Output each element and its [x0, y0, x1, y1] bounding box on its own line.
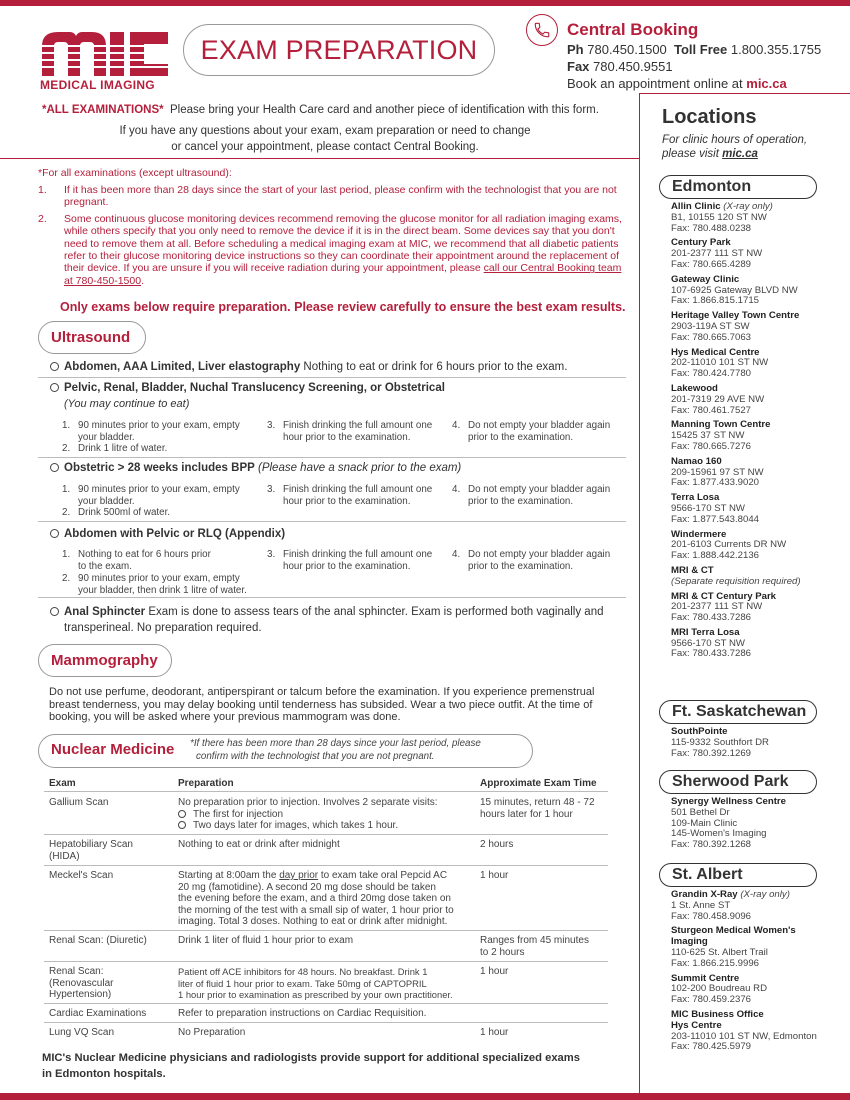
city-st-albert: St. Albert [659, 863, 817, 887]
city-ft-saskatchewan: Ft. Saskatchewan [659, 700, 817, 724]
locations-title: Locations [662, 106, 757, 128]
list-item: 1. If it has been more than 28 days since the start of your last period, please confirm with the technologist that you are not pregnant. [38, 184, 617, 209]
phone-icon [526, 14, 558, 46]
intro-contact: If you have any questions about your exam, exam preparation or need to change or cancel your appointment, please contact Central Booking. [119, 125, 531, 153]
table-cell: Gallium Scan [49, 797, 109, 808]
table-cell: Renal Scan: (Renovascular Hypertension) [49, 966, 114, 1000]
exam-row: Abdomen, AAA Limited, Liver elastography Nothing to eat or drink for 6 hours prior to the exam. [38, 358, 626, 378]
step: 2. Drink 500ml of water. [62, 507, 171, 518]
notes-header: *For all examinations (except ultrasound): [38, 167, 232, 179]
table-cell: Drink 1 liter of fluid 1 hour prior to exam [178, 935, 354, 946]
exam-row: Abdomen with Pelvic or RLQ (Appendix) 1. Nothing to eat for 6 hours prior to the exam. 2. 90 minutes prior to your exam, empty your bladder, then drink 1 litre of water. 3. Finish drinking the full amount one hour prior to the examination. 4. Do not empty your bladder again prior to the examination. [38, 522, 626, 598]
clinic-item: Namao 160 209-15961 97 ST NW Fax: 1.877.433.9020 [671, 455, 764, 489]
clinic-item: Century Park 201-2377 111 ST NW Fax: 780.665.4289 [671, 237, 763, 270]
nuclear-footer-note: MIC's Nuclear Medicine physicians and radiologists provide support for additional specialized exams in Edmonton hospitals. [42, 1052, 580, 1080]
list-item: 2. Some continuous glucose monitoring devices recommend removing the glucose monitor for all radiation imaging exams, while others specify that you only need to remove the device if it is in the direct beam. Some devices say that you don't need to remove them at all. Before scheduling a medical imaging exam at MIC, we recommend that all diabetic patients refer to their glucose monitoring device instructions so they can coordinate their appointment around the replacement of their device. If you are unsure if you will receive radiation during your appointment, please call our Central Booking team at 780-450-1500. [38, 212, 622, 287]
top-accent-bar [0, 0, 850, 6]
clinic-item: Heritage Valley Town Centre 2903-119A ST SW Fax: 780.665.7063 [671, 310, 800, 343]
step: 1. 90 minutes prior to your exam, empty your bladder. [62, 484, 240, 507]
clinic-item: MIC Business Office Hys Centre 203-11010 101 ST NW, Edmonton Fax: 780.425.5979 [671, 1008, 817, 1053]
clinic-item: Synergy Wellness Centre 501 Bethel Dr 109-Main Clinic 145-Women's Imaging Fax: 780.392.1268 [671, 796, 786, 851]
checkbox-circle[interactable] [50, 529, 59, 538]
booking-online: Book an appointment online at mic.ca [567, 76, 787, 91]
table-cell: Starting at 8:00am the day prior to exam take oral Pepcid AC 20 mg (famotidine). A second 20 mg dose should be taken the evening before the exam, and a third 20mg dose taken on the morning of the test with a small sip of water, 1 hour prior to imaging. Total 3 doses. Nothing to eat or drink after midnight. [178, 870, 454, 927]
table-cell: Nothing to eat or drink after midnight [178, 839, 340, 850]
logo-caption: MEDICAL IMAGING [40, 78, 155, 92]
table-cell: 1 hour [480, 870, 509, 881]
col-header-prep: Preparation [178, 778, 234, 789]
clinic-list-sherwood-park [671, 797, 846, 855]
checkbox-circle[interactable] [50, 607, 59, 616]
clinic-list-edmonton [671, 202, 846, 664]
step: 4. Do not empty your bladder again prior to the examination. [452, 420, 611, 443]
table-rule [44, 961, 608, 962]
booking-phones: Ph 780.450.1500 Toll Free 1.800.355.1755 [567, 42, 822, 57]
col-header-time: Approximate Exam Time [480, 778, 597, 789]
clinic-item: MRI & CT Century Park 201-2377 111 ST NW Fax: 780.433.7286 [671, 590, 777, 624]
table-cell: Cardiac Examinations [49, 1008, 147, 1019]
step: 4. Do not empty your bladder again prior to the examination. [452, 549, 611, 572]
prep-warning: Only exams below require preparation. Please review carefully to ensure the best exam results. [60, 300, 626, 314]
checkbox-circle[interactable] [50, 362, 59, 371]
locations-note: For clinic hours of operation, please visit mic.ca [662, 134, 808, 160]
step: 2. 90 minutes prior to your exam, empty your bladder, then drink 1 litre of water. [62, 573, 247, 596]
table-cell: 1 hour [480, 1027, 509, 1038]
clinic-list-ft-saskatchewan [671, 727, 846, 763]
mammography-heading: Mammography [38, 644, 172, 677]
clinic-item: Windermere 201-6103 Currents DR NW Fax: 1.888.442.2136 [671, 528, 787, 562]
clinic-item: MRI Terra Losa 9566-170 ST NW Fax: 780.433.7286 [671, 626, 752, 660]
step: 4. Do not empty your bladder again prior to the examination. [452, 484, 611, 507]
step: 3. Finish drinking the full amount one hour prior to the examination. [267, 549, 433, 572]
table-cell: 15 minutes, return 48 - 72 hours later for 1 hour [480, 797, 595, 820]
booking-fax: Fax 780.450.9551 [567, 59, 673, 74]
step: 3. Finish drinking the full amount one hour prior to the examination. [267, 420, 433, 443]
clinic-item: MRI & CT (Separate requisition required) [671, 564, 801, 587]
exam-row: Pelvic, Renal, Bladder, Nuchal Translucency Screening, or Obstetrical (You may continue to eat) 1. 90 minutes prior to your exam, empty your bladder. 2. Drink 1 litre of water. 3. Finish drinking the full amount one hour prior to the examination. 4. Do not empty your bladder again prior to the examination. [38, 378, 626, 458]
booking-team-link[interactable]: call our Central Booking team at 780-450-1500 [64, 262, 622, 287]
mammography-instructions: Do not use perfume, deodorant, antiperspirant or talcum before the examination. If you experience premenstrual breast tenderness, you may delay booking until tenderness has subsided. Wear a two piece outfit. At the time of booking, you will be asked where your previous mammogram was done. [49, 686, 595, 723]
step: 1. Nothing to eat for 6 hours prior to the exam. [62, 549, 211, 572]
table-rule [44, 1022, 608, 1023]
intro-line: *ALL EXAMINATIONS* Please bring your Health Care card and another piece of identification with this form. [42, 104, 599, 116]
table-rule [44, 865, 608, 866]
table-cell: Meckel's Scan [49, 870, 114, 881]
nuclear-note: *If there has been more than 28 days since your last period, please confirm with the technologist that you are not pregnant. [190, 738, 481, 762]
booking-link[interactable]: mic.ca [746, 76, 787, 91]
clinic-item: SouthPointe 115-9332 Southfort DR Fax: 780.392.1269 [671, 726, 769, 759]
table-cell: No preparation prior to injection. Involves 2 separate visits: The first for injection Two days later for images, which takes 1 hour. [178, 797, 438, 831]
city-sherwood-park: Sherwood Park [659, 770, 817, 794]
checkbox-circle[interactable] [50, 383, 59, 392]
clinic-item: Summit Centre 102-200 Boudreau RD Fax: 780.459.2376 [671, 972, 768, 1006]
table-rule [44, 1003, 608, 1004]
table-cell: Renal Scan: (Diuretic) [49, 935, 147, 946]
table-rule [44, 930, 608, 931]
step: 3. Finish drinking the full amount one hour prior to the examination. [267, 484, 433, 507]
nuclear-medicine-heading: Nuclear Medicine [51, 741, 175, 758]
page-title: EXAM PREPARATION [183, 24, 495, 76]
bottom-accent-bar [0, 1093, 850, 1100]
table-cell: 1 hour [480, 966, 509, 977]
clinic-item: Manning Town Centre 15425 37 ST NW Fax: 780.665.7276 [671, 419, 771, 452]
ultrasound-heading: Ultrasound [38, 321, 146, 354]
step: 2. Drink 1 litre of water. [62, 443, 168, 454]
mic-link[interactable]: mic.ca [722, 148, 758, 160]
checkbox-circle[interactable] [50, 463, 59, 472]
clinic-item: Gateway Clinic 107-6925 Gateway BLVD NW Fax: 1.866.815.1715 [671, 273, 798, 307]
clinic-item: Allin Clinic (X-ray only) B1, 10155 120 ST NW Fax: 780.488.0238 [671, 201, 773, 234]
step: 1. 90 minutes prior to your exam, empty your bladder. [62, 420, 240, 443]
table-cell: Hepatobiliary Scan (HIDA) [49, 839, 133, 862]
sidebar-border [639, 93, 640, 1093]
clinic-item: Lakewood 201-7319 29 AVE NW Fax: 780.461.7527 [671, 382, 765, 416]
clinic-item: Grandin X-Ray (X-ray only) 1 St. Anne ST Fax: 780.458.9096 [671, 889, 790, 922]
table-cell: No Preparation [178, 1027, 246, 1038]
col-header-exam: Exam [49, 778, 76, 789]
anal-sphincter-row: Anal Sphincter Exam is done to assess tears of the anal sphincter. Exam is performed both vaginally and transperineal. No preparation required. [50, 604, 620, 636]
exam-row: Obstetric > 28 weeks includes BPP (Please have a snack prior to the exam) 1. 90 minutes prior to your exam, empty your bladder. 2. Drink 500ml of water. 3. Finish drinking the full amount one hour prior to the examination. 4. Do not empty your bladder again prior to the examination. [38, 458, 626, 522]
city-edmonton: Edmonton [659, 175, 817, 199]
clinic-list-st-albert [671, 890, 846, 1057]
sidebar-border-top [639, 93, 850, 94]
notes-list [38, 184, 633, 291]
table-cell: 2 hours [480, 839, 514, 850]
clinic-item: Sturgeon Medical Women's Imaging 110-625 St. Albert Trail Fax: 1.866.215.9996 [671, 925, 796, 969]
table-rule [44, 791, 608, 792]
table-cell: Ranges from 45 minutes to 2 hours [480, 935, 589, 958]
table-cell: Patient off ACE inhibitors for 48 hours. No breakfast. Drink 1 liter of fluid 1 hour prior to exam. Take 50mg of CAPTOPRIL 1 hour prior to examination as prescribed by your own practitioner. [178, 966, 453, 1000]
table-cell: Lung VQ Scan [49, 1027, 115, 1038]
table-rule [44, 834, 608, 835]
central-booking [567, 20, 821, 92]
divider [0, 158, 639, 159]
clinic-item: Hys Medical Centre 202-11010 101 ST NW Fax: 780.424.7780 [671, 346, 769, 380]
booking-title: Central Booking [567, 20, 699, 39]
table-cell: Refer to preparation instructions on Cardiac Requisition. [178, 1008, 427, 1019]
clinic-item: Terra Losa 9566-170 ST NW Fax: 1.877.543.8044 [671, 492, 760, 525]
